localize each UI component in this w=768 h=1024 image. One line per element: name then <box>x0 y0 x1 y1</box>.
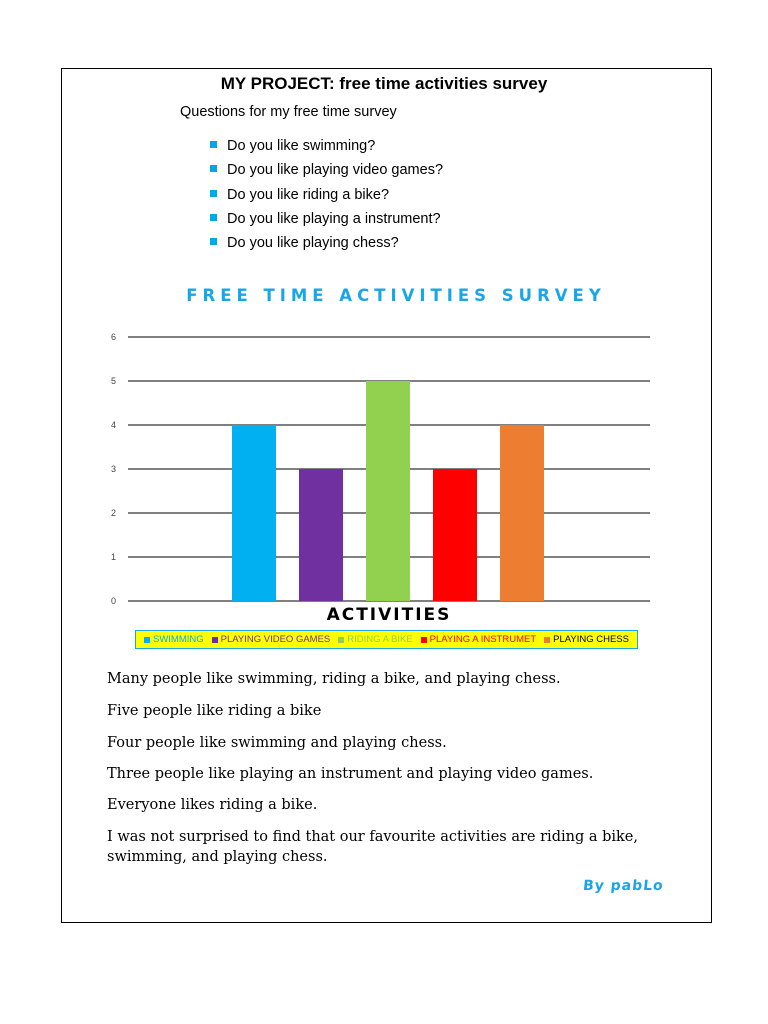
chart-legend <box>135 630 638 649</box>
square-bullet-icon <box>210 141 217 148</box>
question-item: Do you like playing chess? <box>210 233 443 257</box>
bar-playing-a-instrumet <box>433 469 477 601</box>
question-item: Do you like playing a instrument? <box>210 209 443 233</box>
legend-label: PLAYING CHESS <box>553 634 629 645</box>
square-bullet-icon <box>210 238 217 245</box>
y-tick-label: 6 <box>110 332 116 342</box>
author-signature: By pabLo <box>582 878 665 894</box>
chart-x-axis-label: ACTIVITIES <box>326 605 452 625</box>
bar-playing-video-games <box>299 469 343 601</box>
y-tick-label: 2 <box>110 508 116 518</box>
legend-swatch <box>421 637 427 643</box>
summary-line: Three people like playing an instrument and playing video games. <box>107 766 594 782</box>
summary-line: Five people like riding a bike <box>107 703 322 719</box>
conclusion-paragraph: I was not surprised to find that our favourite activities are riding a bike, swimming, and playing chess. <box>107 829 638 865</box>
y-tick-label: 1 <box>110 552 116 562</box>
legend-item <box>421 634 536 645</box>
question-list <box>210 136 443 257</box>
legend-label: PLAYING VIDEO GAMES <box>220 634 331 645</box>
legend-swatch <box>338 637 344 643</box>
page-title: MY PROJECT: free time activities survey <box>220 74 548 93</box>
legend-swatch <box>212 637 218 643</box>
bar-chart <box>100 325 660 610</box>
legend-label: RIDING A BIKE <box>347 634 413 645</box>
legend-swatch <box>144 637 150 643</box>
y-tick-label: 5 <box>110 376 116 386</box>
y-tick-label: 4 <box>110 420 116 430</box>
square-bullet-icon <box>210 214 217 221</box>
legend-item <box>212 634 331 645</box>
bar-playing-chess <box>500 425 544 601</box>
square-bullet-icon <box>210 190 217 197</box>
summary-line: Many people like swimming, riding a bike, and playing chess. <box>107 671 561 687</box>
square-bullet-icon <box>210 165 217 172</box>
y-tick-label: 0 <box>110 596 116 606</box>
bar-swimming <box>232 425 276 601</box>
legend-item <box>144 634 204 645</box>
chart-title: FREE TIME ACTIVITIES SURVEY <box>186 286 606 305</box>
legend-label: PLAYING A INSTRUMET <box>429 634 537 645</box>
question-item: Do you like riding a bike? <box>210 185 443 209</box>
legend-swatch <box>544 637 550 643</box>
legend-item <box>544 634 629 645</box>
legend-item <box>338 634 412 645</box>
question-item: Do you like swimming? <box>210 136 443 160</box>
questions-heading: Questions for my free time survey <box>180 104 397 120</box>
bar-riding-a-bike <box>366 381 410 601</box>
question-item: Do you like playing video games? <box>210 160 443 184</box>
y-tick-label: 3 <box>110 464 116 474</box>
legend-label: SWIMMING <box>152 634 204 645</box>
summary-line: Four people like swimming and playing chess. <box>107 735 447 751</box>
summary-line: Everyone likes riding a bike. <box>107 797 318 813</box>
